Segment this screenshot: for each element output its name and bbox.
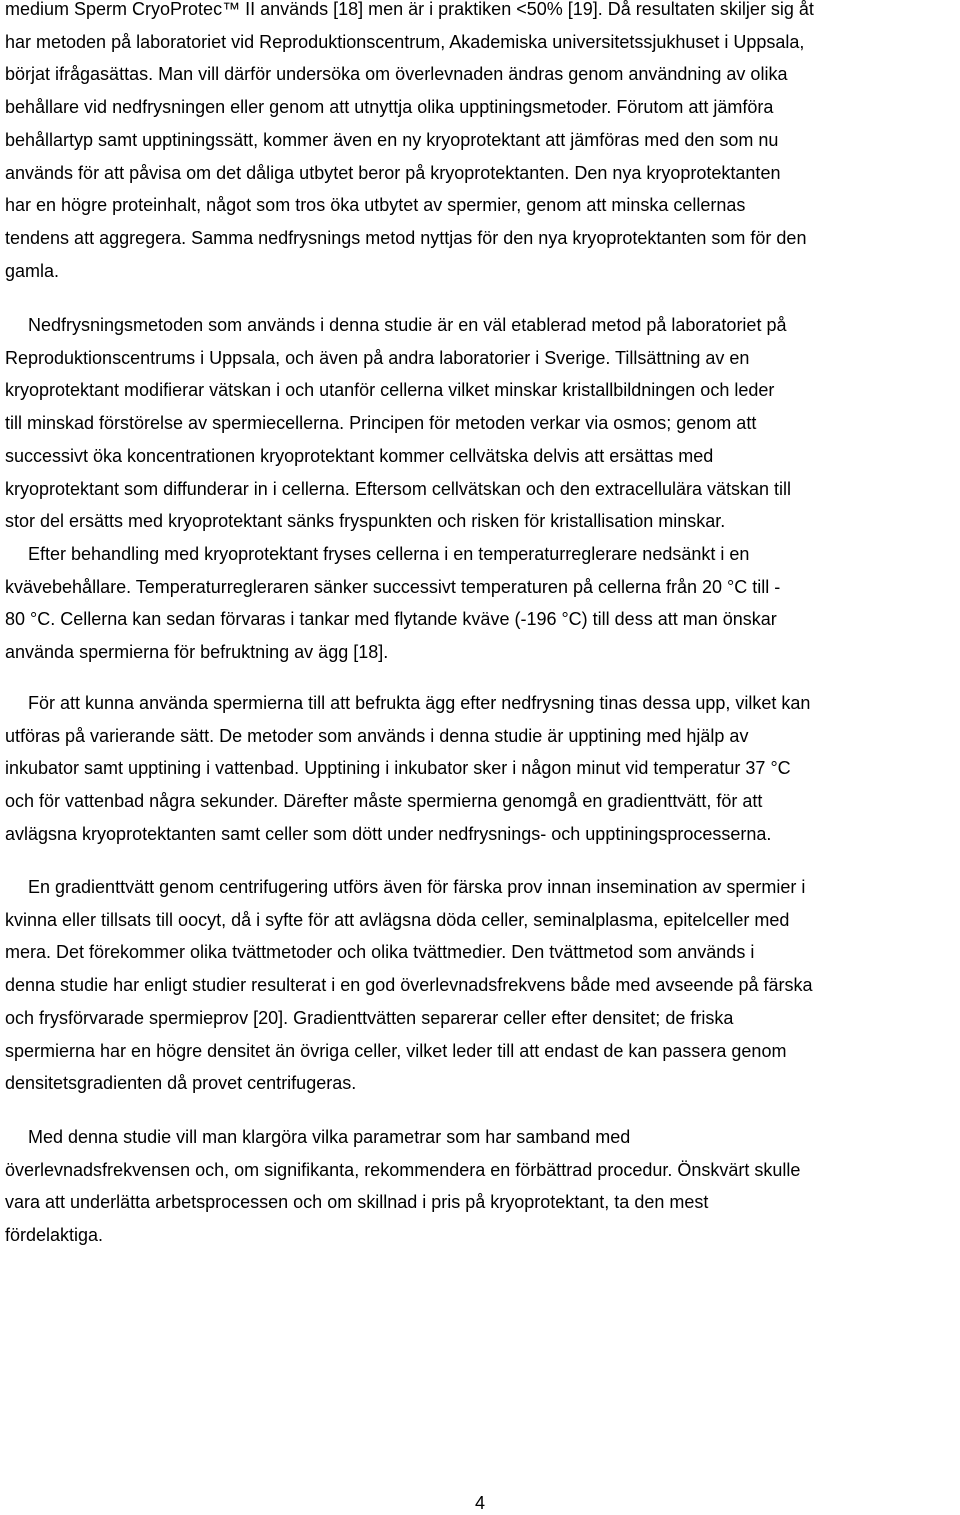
paragraph-after-treatment	[5, 538, 780, 669]
text-line: Med denna studie vill man klargöra vilka parametrar som har samband med	[28, 1127, 631, 1147]
text-line: och frysförvarade spermieprov [20]. Gradienttvätten separerar celler efter densitet; de friska	[5, 1007, 734, 1028]
text-line: tendens att aggregera. Samma nedfrysnings metod nyttjas för den nya kryoprotektanten som för den	[5, 227, 807, 248]
text-line: har metoden på laboratoriet vid Reproduktionscentrum, Akademiska universitetssjukhuset i Uppsala,	[5, 31, 805, 52]
text-line: Efter behandling med kryoprotektant fryses cellerna i en temperaturreglerare nedsänkt i en	[28, 544, 750, 564]
text-line: har en högre proteinhalt, något som tros öka utbytet av spermier, genom att minska cellernas	[5, 195, 746, 216]
page-number: 4	[474, 1493, 485, 1513]
text-line: utföras på varierande sätt. De metoder som används i denna studie är upptining med hjälp av	[5, 725, 749, 746]
text-line: vara att underlätta arbetsprocessen och om skillnad i pris på kryoprotektant, ta den mest	[5, 1192, 709, 1213]
text-line: till minskad förstörelse av spermiecellerna. Principen för metoden verkar via osmos; genom att	[5, 413, 757, 434]
paragraph-study-aim	[5, 1121, 800, 1252]
text-line: behållartyp samt upptiningssätt, kommer även en ny kryoprotektant att jämföras med den som nu	[5, 129, 779, 150]
text-line: En gradienttvätt genom centrifugering utförs även för färska prov innan insemination av spermier i	[28, 877, 806, 897]
text-line: Reproduktionscentrums i Uppsala, och även på andra laboratorier i Sverige. Tillsättning av en	[5, 347, 750, 368]
text-line: och för vattenbad några sekunder. Därefter måste spermierna genomgå en gradienttvätt, för att	[5, 791, 763, 812]
text-line: används för att påvisa om det dåliga utbytet beror på kryoprotektanten. Den nya kryoprotektanten	[5, 162, 781, 183]
text-line: använda spermierna för befruktning av ägg [18].	[5, 642, 389, 663]
text-line: Nedfrysningsmetoden som används i denna studie är en väl etablerad metod på laboratoriet på	[28, 315, 787, 335]
text-line: För att kunna använda spermierna till att befrukta ägg efter nedfrysning tinas dessa upp, vilket kan	[28, 693, 811, 713]
text-line: börjat ifrågasättas. Man vill därför undersöka om överlevnaden ändras genom användning av olika	[5, 64, 788, 85]
text-line: 80 °C. Cellerna kan sedan förvaras i tankar med flytande kväve (-196 °C) till dess att man önskar	[5, 609, 777, 630]
text-line: spermierna har en högre densitet än övriga celler, vilket leder till att endast de kan passera genom	[5, 1040, 787, 1061]
text-line: denna studie har enligt studier resulterat i en god överlevnadsfrekvens både med avseende på färska	[5, 975, 813, 996]
paragraph-freezing-method	[5, 309, 791, 538]
text-line: densitetsgradienten då provet centrifugeras.	[5, 1073, 357, 1094]
text-line: avlägsna kryoprotektanten samt celler som dött under nedfrysnings- och upptiningsprocesserna.	[5, 823, 772, 844]
text-line: kryoprotektant modifierar vätskan i och utanför cellerna vilket minskar kristallbildningen och leder	[5, 380, 775, 401]
text-line: inkubator samt upptining i vattenbad. Upptining i inkubator sker i någon minut vid temperatur 37 °C	[5, 758, 791, 779]
text-line: kvinna eller tillsats till oocyt, då i syfte för att avlägsna döda celler, seminalplasma, epitelceller med	[5, 909, 790, 930]
paragraph-gradient-wash	[5, 871, 813, 1100]
paragraph-thawing	[5, 687, 810, 851]
text-line: stor del ersätts med kryoprotektant sänks fryspunkten och risken för kristallisation minskar.	[5, 511, 726, 532]
text-line: överlevnadsfrekvensen och, om signifikanta, rekommendera en förbättrad procedur. Önskvärt skulle	[5, 1159, 801, 1180]
text-line: kryoprotektant som diffunderar in i cellerna. Eftersom cellvätskan och den extracellulära vätskan till	[5, 478, 792, 499]
text-line: gamla.	[5, 260, 60, 281]
text-line: fördelaktiga.	[5, 1225, 104, 1246]
text-line: behållare vid nedfrysningen eller genom att utnyttja olika upptiningsmetoder. Förutom att jämföra	[5, 97, 774, 118]
text-line: successivt öka koncentrationen kryoprotektant kommer cellvätska delvis att ersättas med	[5, 445, 714, 466]
text-line: kvävebehållare. Temperaturregleraren sänker successivt temperaturen på cellerna från 20 °C till -	[5, 576, 781, 597]
text-line: medium Sperm CryoProtec™ II används [18] men är i praktiken <50% [19]. Då resultaten skiljer sig åt	[5, 0, 814, 19]
text-line: mera. Det förekommer olika tvättmetoder och olika tvättmedier. Den tvättmetod som används i	[5, 942, 755, 963]
paragraph-cryoprotectant-intro	[5, 0, 814, 287]
